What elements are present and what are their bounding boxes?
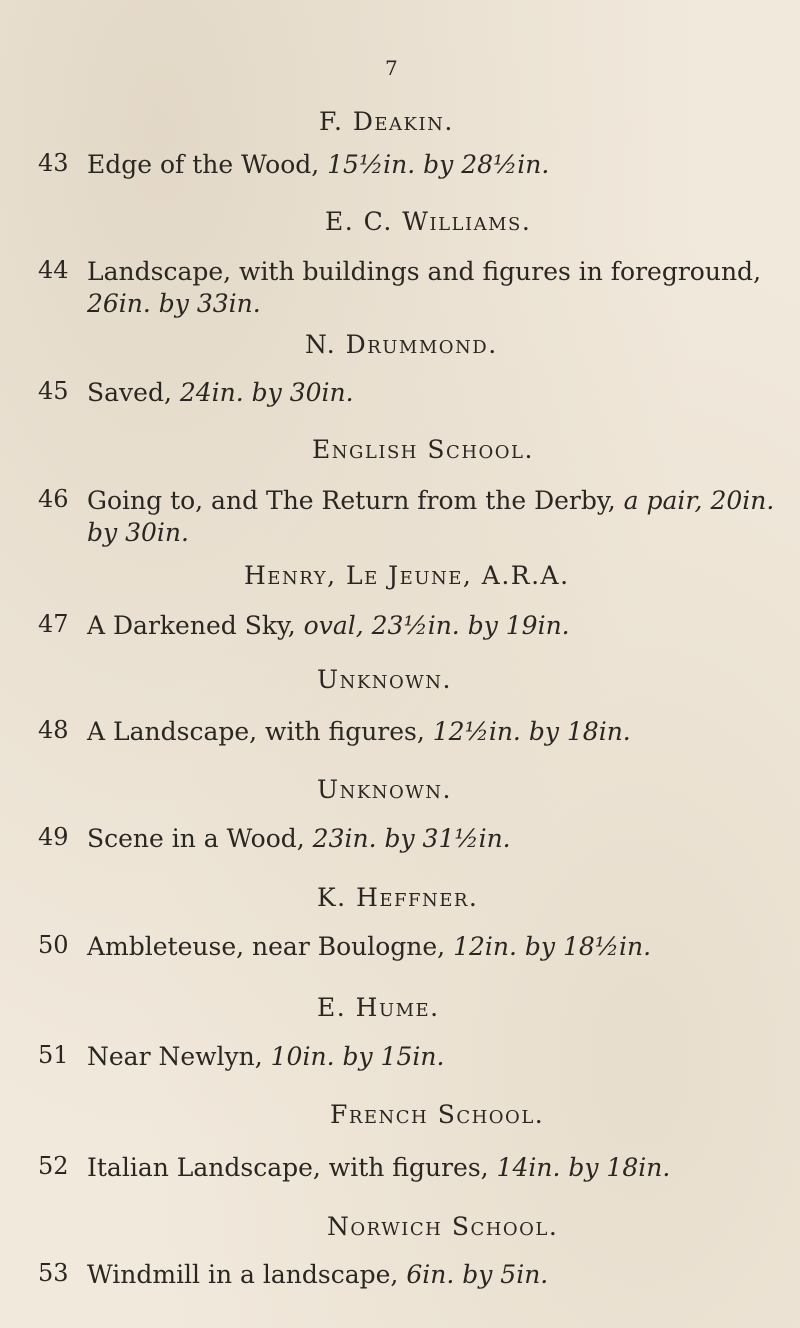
lot-dimensions: 23in. by 31½in. [312, 824, 511, 853]
lot-dimensions: 26in. by 33in. [87, 289, 261, 318]
artist-heading: Unknown. [317, 775, 452, 804]
lot-dimensions: 10in. by 15in. [270, 1042, 445, 1071]
artist-heading: N. Drummond. [305, 330, 498, 359]
artist-heading: Norwich School. [327, 1212, 559, 1241]
artist-heading: E. C. Williams. [325, 207, 532, 236]
lot-description [87, 610, 797, 642]
lot-dimensions: 24in. by 30in. [179, 378, 354, 407]
artist-heading: F. Deakin. [319, 107, 454, 136]
lot-number: 50 [38, 931, 69, 959]
lot-description [87, 256, 797, 320]
lot-title: Landscape, with buildings and figures in foreground, [87, 257, 762, 286]
lot-title: Edge of the Wood, [87, 150, 328, 179]
lot-description [87, 1259, 797, 1291]
lot-description [87, 823, 797, 855]
artist-heading: E. Hume. [317, 993, 440, 1022]
lot-title: Near Newlyn, [87, 1042, 271, 1071]
lot-title: A Landscape, with figures, [87, 717, 433, 746]
lot-number: 51 [38, 1041, 69, 1069]
lot-number: 43 [38, 149, 69, 177]
lot-title: Italian Landscape, with figures, [87, 1153, 497, 1182]
lot-dimensions: 20in. by 30in. [87, 486, 775, 547]
artist-heading: English School. [312, 435, 534, 464]
lot-title: Going to, and The Return from the Derby, [87, 486, 624, 515]
lot-description [87, 377, 797, 409]
lot-description [87, 716, 797, 748]
lot-dimensions: 12½in. by 18in. [432, 717, 631, 746]
lot-dimensions: 12in. by 18½in. [453, 932, 652, 961]
lot-description [87, 1041, 797, 1073]
lot-number: 46 [38, 485, 69, 513]
lot-title: Saved, [87, 378, 180, 407]
lot-title: A Darkened Sky, [87, 611, 304, 640]
artist-heading: Henry, Le Jeune, A.R.A. [244, 561, 570, 590]
artist-heading: French School. [330, 1100, 545, 1129]
lot-dimensions: 6in. by 5in. [406, 1260, 549, 1289]
lot-number: 47 [38, 610, 69, 638]
lot-format: oval, [303, 611, 364, 640]
lot-number: 53 [38, 1259, 69, 1287]
lot-description [87, 931, 797, 963]
lot-number: 52 [38, 1152, 69, 1180]
artist-heading: K. Heffner. [317, 883, 479, 912]
lot-dimensions: 15½in. by 28½in. [327, 150, 550, 179]
lot-dimensions: 14in. by 18in. [496, 1153, 671, 1182]
lot-title: Ambleteuse, near Boulogne, [87, 932, 454, 961]
artist-heading: Unknown. [317, 665, 452, 694]
lot-title: Windmill in a landscape, [87, 1260, 407, 1289]
lot-number: 45 [38, 377, 69, 405]
lot-description [87, 1152, 797, 1184]
lot-description [87, 149, 797, 181]
lot-format: a pair, [623, 486, 703, 515]
lot-number: 48 [38, 716, 69, 744]
lot-description [87, 485, 797, 549]
lot-number: 44 [38, 256, 69, 284]
lot-dimensions: 23½in. by 19in. [371, 611, 570, 640]
lot-title: Scene in a Wood, [87, 824, 313, 853]
lot-number: 49 [38, 823, 69, 851]
page-number: 7 [385, 56, 398, 80]
